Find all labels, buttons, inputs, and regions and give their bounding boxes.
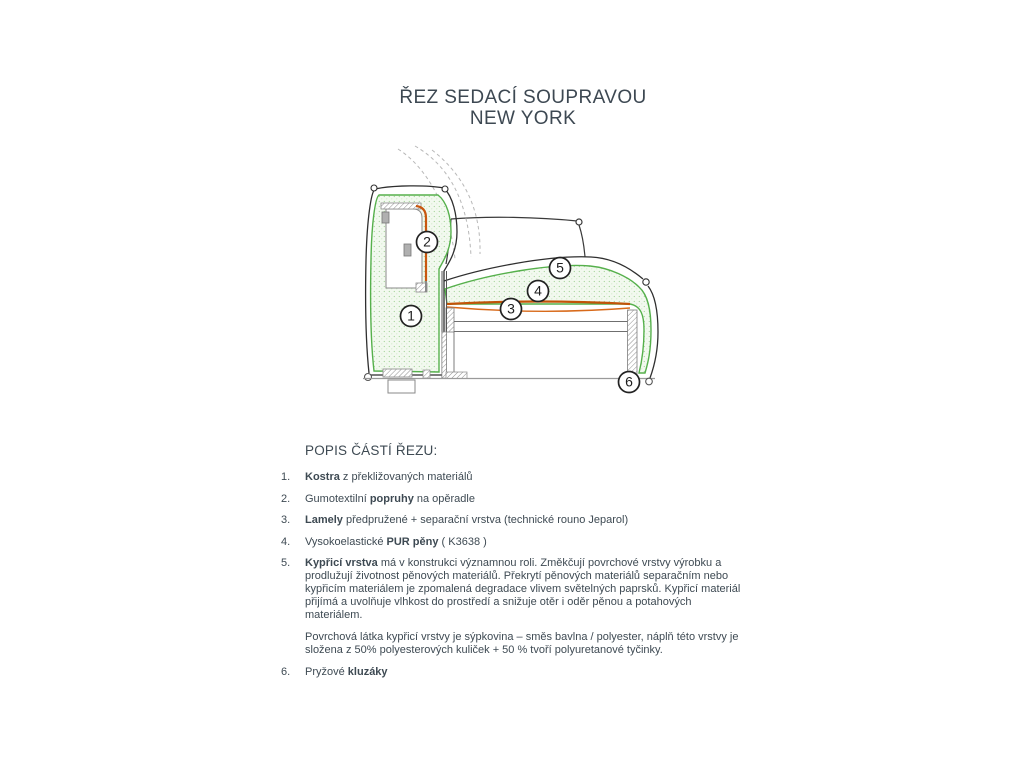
parts-description-section: [281, 444, 747, 687]
callout-1: [401, 306, 422, 327]
item-number: 3.: [281, 514, 291, 526]
base-block-lower: [388, 380, 415, 393]
item-number: 1.: [281, 471, 291, 483]
item-text: Gumotextilní popruhy na opěradle: [305, 492, 475, 505]
frame-clip-upper: [382, 212, 389, 223]
callout-2: [417, 232, 438, 253]
callout-6: [619, 372, 640, 393]
item-number: 4.: [281, 535, 291, 548]
parts-heading: POPIS ČÁSTÍ ŘEZU:: [305, 443, 438, 458]
callout-3: [501, 299, 522, 320]
parts-list-item: [281, 471, 747, 484]
item-text: Kostra z překližovaných materiálů: [305, 471, 473, 483]
svg-text:4: 4: [534, 282, 542, 299]
callout-5: [550, 258, 571, 279]
item-text: Vysokoelastické PUR pěny ( K3638 ): [305, 535, 487, 548]
title-line-1: ŘEZ SEDACÍ SOUPRAVOU: [399, 87, 647, 108]
title-line-2: NEW YORK: [469, 108, 577, 129]
item-text: Pryžové kluzáky: [305, 665, 388, 678]
item-text: Kypřicí vrstva má v konstrukci významnou roli. Změkčují povrchové vrstvy výrobku a prodlužují životnost pěnových materiálů. Překrytí pěnových materiálů separačním nebo kypřicím materiálem je zpomalená degradace vlivem světelných paprsků. Kypřicí materiál přijímá a uvolňuje vlhkost do prostředí a snižuje otěr i oděr pěnou a potahových materiálem. Povrchová látka kypřicí vrstvy je sýpkovina – směs bavlna / polyester, náplň této vrstvy je složena z 50% polyesterových kuliček + 50 % tvoří polyuretanové tyčinky.: [305, 557, 741, 656]
base-block-hatched: [383, 369, 412, 377]
svg-text:6: 6: [625, 373, 633, 390]
page-title: [358, 87, 688, 129]
svg-text:1: 1: [407, 307, 415, 324]
item-number: 2.: [281, 492, 291, 505]
parts-list-item: [281, 536, 747, 549]
svg-text:3: 3: [507, 300, 515, 317]
parts-list-item: [281, 514, 747, 527]
svg-text:2: 2: [423, 233, 431, 250]
parts-list: [281, 471, 747, 679]
backrest-frame-top-bar: [381, 203, 421, 209]
sofa-cross-section-diagram: [358, 140, 668, 398]
item-number: 5.: [281, 557, 291, 569]
glide-right: [646, 378, 653, 385]
piping-knob-right: [442, 186, 448, 192]
frame-clip-middle: [404, 244, 411, 256]
piping-knob-seat: [643, 279, 649, 285]
callout-4: [528, 281, 549, 302]
item-text: Lamely předpružené + separační vrstva (technické rouno Jeparol): [305, 514, 629, 526]
parts-list-item: [281, 557, 747, 657]
glide-left: [365, 374, 372, 381]
parts-list-item: [281, 666, 747, 679]
item-number: 6.: [281, 665, 291, 678]
seat-foam-layer: [445, 266, 651, 373]
seat-frame: [446, 308, 637, 378]
svg-text:5: 5: [556, 259, 564, 276]
parts-list-item: [281, 493, 747, 506]
piping-knob-left: [371, 185, 377, 191]
